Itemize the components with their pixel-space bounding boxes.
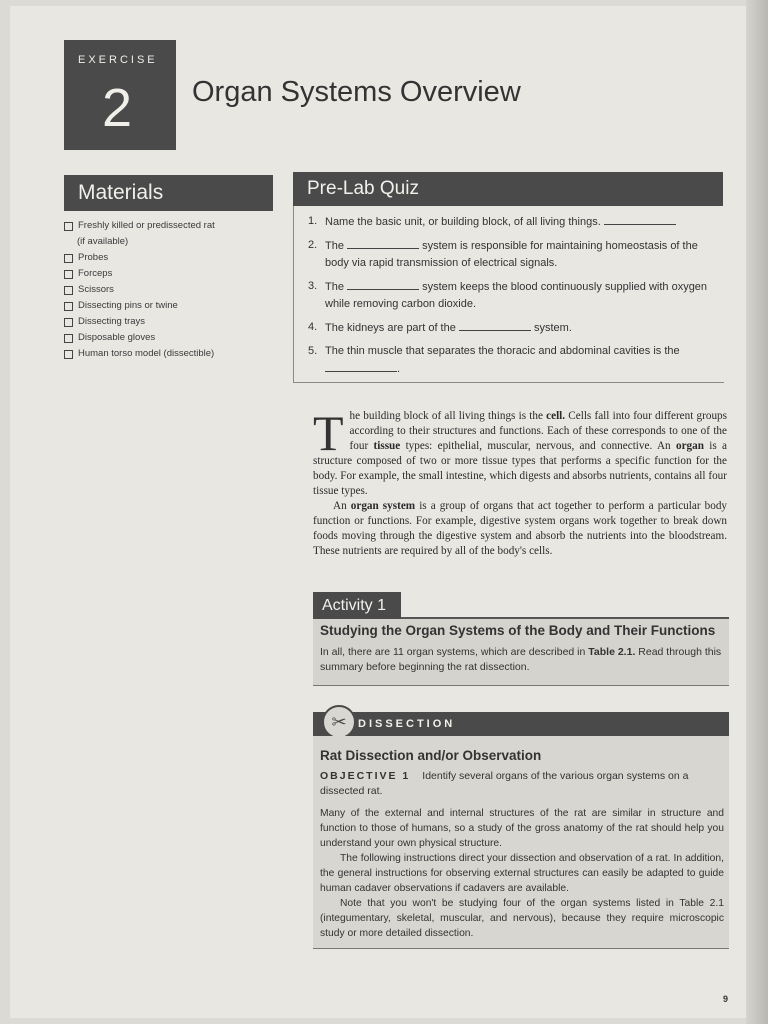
scissors-icon: ✂	[322, 705, 356, 739]
drop-cap: T	[313, 405, 344, 461]
materials-heading: Materials	[64, 175, 273, 211]
list-item: Dissecting pins or twine	[64, 298, 274, 314]
quiz-list	[308, 213, 720, 384]
checkbox-icon	[64, 286, 73, 295]
checkbox-icon	[64, 318, 73, 327]
intro-text: The building block of all living things is the cell. Cells fall into four different groups according to their structures and functions. Each of these corresponds to one of the four tissue types: epithelial, muscular, nervous, and connective. An organ is a structure composed of two or more tissue types that performs a specific function for the body. For example, the small intestine, which digests and absorbs nutrients, contains all four tissue types. An organ system is a group of organs that act together to perform a particular body function or functions. For example, digestive system organs work together to break down foods moving through the digestive system and absorb the nutrients into the bloodstream. These nutrients are required by all of the body's cells.	[313, 405, 728, 557]
checkbox-icon	[64, 334, 73, 343]
list-item: Forceps	[64, 266, 274, 282]
page-title: Organ Systems Overview	[192, 76, 521, 108]
activity-tab: Activity 1	[313, 592, 401, 620]
list-item: Freshly killed or predissected rat	[64, 218, 274, 234]
answer-blank[interactable]	[604, 213, 676, 225]
page-number: 9	[723, 994, 729, 1004]
dissection-text: Many of the external and internal structures of the rat are similar in structure and function to those of humans, so a study of the gross anatomy of the rat should help you understand your own physical structure. The following instructions direct your dissection and observation of a rat. In addition, the general instructions for observing external structures can easily be adapted to guide human cadaver observations if cadavers are available. Note that you won't be studying four of the organ systems listed in Table 2.1 (integumentary, skeletal, muscular, and nervous), because they require microscopic study or more detailed dissection.	[320, 808, 724, 939]
activity-title: Studying the Organ Systems of the Body and Their Functions	[320, 623, 716, 638]
answer-blank[interactable]	[325, 360, 397, 372]
quiz-question-1: 1. Name the basic unit, or building block, of all living things.	[308, 213, 720, 231]
answer-blank[interactable]	[347, 278, 419, 290]
dissection-label: DISSECTION	[358, 718, 456, 730]
dissection-title: Rat Dissection and/or Observation	[320, 748, 542, 763]
quiz-question-4: 4. The kidneys are part of the system.	[308, 321, 572, 334]
list-item: Probes	[64, 250, 274, 266]
checkbox-icon	[64, 302, 73, 311]
list-item: Disposable gloves	[64, 330, 274, 346]
exercise-number: 2	[102, 78, 133, 138]
checkbox-icon	[64, 222, 73, 231]
quiz-question-3: 3. The system keeps the blood continuously supplied with oxygen while removing carbon dioxide.	[308, 280, 708, 310]
quiz-question-2: 2. The system is responsible for maintaining homeostasis of the body via rapid transmission of electrical signals.	[308, 239, 698, 269]
quiz-heading: Pre-Lab Quiz	[293, 172, 723, 206]
checkbox-icon	[64, 254, 73, 263]
list-item: Human torso model (dissectible)	[64, 346, 274, 362]
checkbox-icon	[64, 350, 73, 359]
objective: OBJECTIVE 1 Identify several organs of the various organ systems on a dissected rat.	[320, 770, 689, 797]
quiz-question-5: 5. The thin muscle that separates the thoracic and abdominal cavities is the .	[308, 345, 680, 375]
exercise-label: EXERCISE	[78, 54, 158, 66]
checkbox-icon	[64, 270, 73, 279]
list-item: Scissors	[64, 282, 274, 298]
list-item: (if available)	[77, 236, 129, 247]
answer-blank[interactable]	[459, 319, 531, 331]
activity-description: In all, there are 11 organ systems, which are described in Table 2.1. Read through this summary before beginning the rat dissection.	[320, 646, 722, 673]
answer-blank[interactable]	[347, 237, 419, 249]
exercise-box	[64, 40, 176, 150]
materials-list	[64, 218, 274, 362]
book-spine	[746, 0, 768, 1024]
objective-label: OBJECTIVE 1	[320, 770, 411, 782]
list-item: Dissecting trays	[64, 314, 274, 330]
